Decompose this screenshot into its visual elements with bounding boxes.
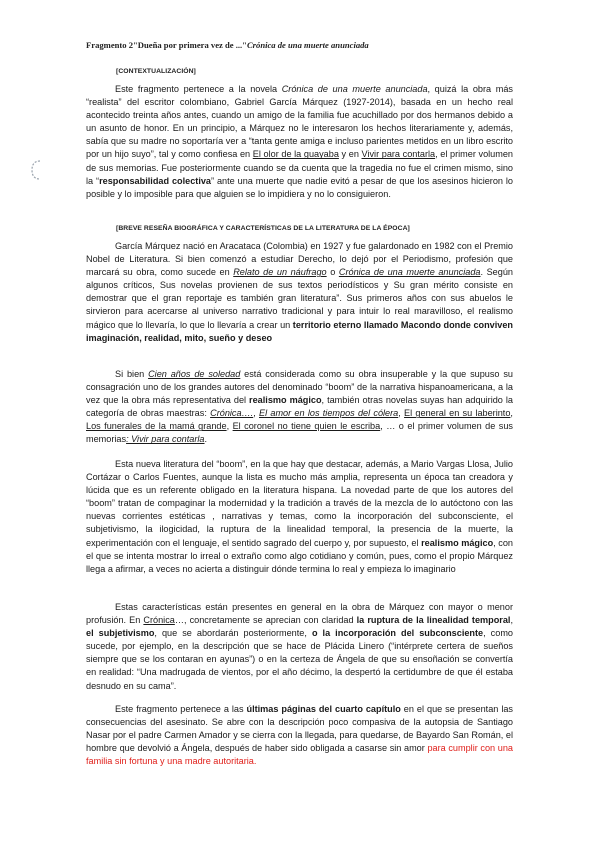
p2-text-3: . Según algunos críticos, Sus novelas provienen de sus textos periodísticos y Su gran mérito consiste en demostrar que el gran reportaje es también gran literatura”. Sus primeros años con sus abuelos le sirvieron para acercarse al universo narrativo tradicional y para intuir lo real maravilloso, el realismo mágico que lo llevaría, lo que lo llevaría a crear un [86,267,513,330]
p1-text-5: ” ante una muerte que nadie evitó a pesar de que los asesinos hicieron lo posible y lo imposible para que alguien se lo impidiera y no lo consiguieron. [86,175,513,199]
p3-text-6: , [510,408,513,419]
p3-text-4: , [253,408,260,419]
p5-book-link-1[interactable]: Crónica [143,615,175,626]
p1-bold-1: responsabilidad colectiva [99,175,212,186]
p3-text-7: , [226,421,233,432]
p5-bold-1: la ruptura de la linealidad temporal [356,615,511,626]
p6-text-1: Este fragmento pertenece a las [115,704,247,714]
p5-text-4: , que se abordarán posteriormente, [154,628,312,639]
section-heading-context: [CONTEXTUALIZACIÓN] [116,68,196,75]
header-prefix: Fragmento 2"Dueña por primera vez de ..." [86,40,247,50]
p3-book-link-6[interactable]: El coronel no tiene quien le escriba [232,421,381,432]
p2-book-link-2[interactable]: Crónica de una muerte anunciada [338,267,481,278]
p5-bold-2: el subjetivismo [86,628,155,639]
p3-book-link-7[interactable]: : Vivir para contarla [126,434,205,445]
p3-text-5: , [398,408,405,419]
p3-text-9: . [204,434,208,445]
p5-text-5: , como sucede, por ejemplo, en la descripción que se hace de Plácida Linero (“intérprete certera de sueños siempre que se los contaran en ayunas”) o en la certeza de Ángela de que su ensoñación se convertía en realidad: “Una madrugada de vientos, por el año décimo, la despertó la certidumbre de que él estaba desnudo en su cama”. [86,628,513,691]
paragraph-1 [86,83,513,201]
p3-text-1: Si bien [115,369,149,379]
p3-book-link-2[interactable]: Crónica…. [210,408,254,419]
p3-book-link-3[interactable]: El amor en los tiempos del cólera [259,408,399,419]
paragraph-4 [86,458,513,576]
p6-highlight-red: para cumplir con una familia sin fortuna y una madre autoritaria. [86,743,514,767]
p3-book-link-5[interactable]: Los funerales de la mamá grande [86,421,227,432]
bracket-comment-marker-icon[interactable] [30,160,44,180]
p6-bold-1: últimas páginas del cuarto capítulo [246,704,401,714]
paragraph-5 [86,601,513,693]
p3-book-link-4[interactable]: El general en su laberinto [404,408,511,419]
p2-text-2: o [326,267,339,278]
header-title: Crónica de una muerte anunciada [246,40,369,50]
p3-book-link-1[interactable]: Cien años de soledad [148,369,241,379]
p1-book-link-2[interactable]: Vivir para contarla [361,149,436,160]
document-header [86,40,369,50]
p3-bold-1: realismo mágico [249,395,322,406]
p1-text-4: , el primer volumen de sus memorias. Fue posteriormente cuando se da cuenta que la tragedia no fue el crimen mismo, sino la “ [86,149,514,186]
p3-text-2: está considerada como su obra insuperable y la que supuso su consagración uno de los grandes autores del denominado “boom” de la narrativa hispanoamericana, a la vez que la obra más representativa del [86,369,513,406]
p2-text-1: García Márquez nació en Aracataca (Colombia) en 1927 y fue galardonado en 1982 con el Premio Nobel de Literatura. Si bien comenzó a estudiar Derecho, lo dejó por el Periodismo, profesión que marcará su obra, como sucede en [86,241,513,278]
p5-bold-3: o la incorporación del subconsciente [311,628,484,639]
p2-book-link-1[interactable]: Relato de un náufrago [233,267,327,278]
p4-bold-1: realismo mágico [421,537,494,548]
p5-text-3: , [510,615,513,626]
section-heading-bio: [BREVE RESEÑA BIOGRÁFICA Y CARACTERÍSTICAS DE LA LITERATURA DE LA ÉPOCA] [116,225,410,232]
p1-text-1: Este fragmento pertenece a la novela [115,84,282,94]
paragraph-3 [86,368,513,447]
p1-work-title: Crónica de una muerte anunciada [281,84,428,94]
p4-text-2: , con el que se intenta mostrar lo irreal o extraño como algo cotidiano y común, pues, como el propio Márquez llega a afirmar, a veces no acierta a distinguir dónde termina lo real y empieza lo imaginario [86,537,513,574]
p5-text-1: Estas características están presentes en general en la obra de Márquez con mayor o menor profusión. En [86,602,513,626]
p5-text-2: …, concretamente se aprecian con claridad [174,615,357,626]
p3-text-3: , también otras novelas suyas han adquirido la categoría de obras maestras: [86,395,513,419]
p1-text-3: y en [338,149,362,160]
p6-text-2: en el que se presentan las consecuencias del asesinato. Se abre con la descripción poco compasiva de la autopsia de Santiago Nasar por el padre Carmen Amador y se cierra con la llegada, para quedarse, de Bayardo San Román, el hombre que devolvió a Ángela, después de haber sido obligada a casarse sin amor [86,704,513,754]
paragraph-6 [86,703,513,768]
p2-bold-1: territorio eterno llamado Macondo donde conviven imaginación, realidad, mito, sueño y deseo [86,319,513,343]
p4-text-1: Esta nueva literatura del “boom”, en la que hay que destacar, además, a Mario Vargas Llosa, Julio Cortázar o Carlos Fuentes, aunque la lista es mucho más amplia, representa un época tan creadora y lúcida que es un referente obligado en la literatura hispana. La novedad parte de que los autores del “boom” tratan de compaginar la modernidad y la tradición a través de la mezcla de lo autóctono con las nuevas corrientes estéticas , narrativas y temas, como la incorporación del subconsciente, el subjetivismo, la ilogicidad, la ruptura de la linealidad temporal, la presencia de la muerte, la experimentación con el lenguaje, el sentido sagrado del cuerpo y, por supuesto, el [86,459,513,548]
paragraph-2 [86,240,513,345]
p3-text-8: , … o el primer volumen de sus memorias [86,421,513,445]
p1-text-2: , quizá la obra más “realista” del escritor colombiano, Gabriel García Márquez (1927-2014), basada en un hecho real acontecido treinta años antes, cuando un amigo de la familia fue acuchillado por dos hermanos debido a un asunto de honor. En un principio, a Márquez no le interesaron los hechos literariamente y, además, sabía que su madre no soportaría ver a “tanta gente amiga e incluso parientes metidos en un libro escrito por un hijo suyo”, tal y como confiesa en [86,84,513,160]
p1-book-link-1[interactable]: El olor de la guayaba [252,149,339,160]
